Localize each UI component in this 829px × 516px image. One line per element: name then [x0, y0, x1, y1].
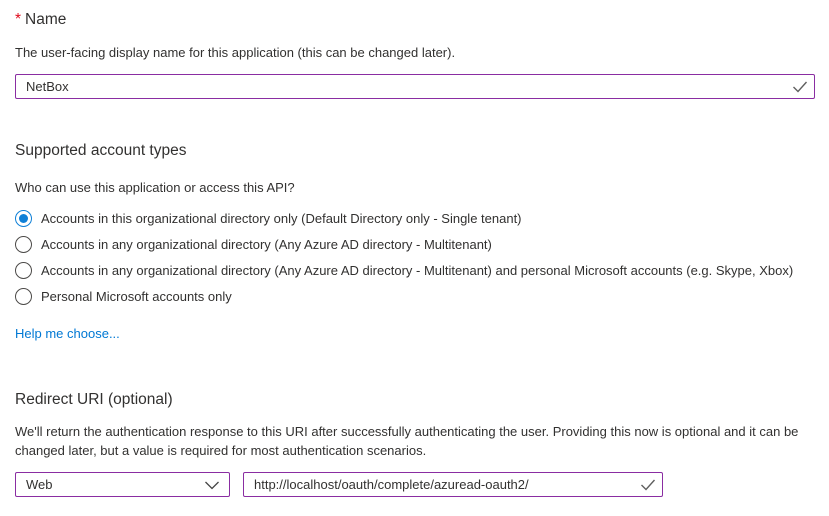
checkmark-icon [640, 478, 656, 491]
radio-unselected-icon[interactable] [15, 288, 32, 305]
radio-option-label: Accounts in any organizational directory (Any Azure AD directory - Multitenant) [41, 236, 492, 252]
chevron-down-icon [204, 480, 220, 489]
redirect-uri-input-wrap [243, 472, 663, 497]
name-input-wrap [15, 74, 815, 99]
required-asterisk: * [15, 11, 22, 28]
radio-option-multitenant-personal[interactable] [15, 257, 815, 283]
radio-selected-icon[interactable] [15, 210, 32, 227]
name-description: The user-facing display name for this application (this can be changed later). [15, 45, 456, 60]
account-types-radio-group [15, 205, 815, 309]
radio-option-multitenant[interactable] [15, 231, 815, 257]
account-types-question: Who can use this application or access this API? [15, 180, 295, 195]
name-section-heading [15, 10, 815, 30]
radio-option-label: Accounts in this organizational directory only (Default Directory only - Single tenant) [41, 210, 522, 226]
radio-option-label: Accounts in any organizational directory (Any Azure AD directory - Multitenant) and personal Microsoft accounts (e.g. Skype, Xbox) [41, 262, 794, 278]
redirect-uri-description: We'll return the authentication response to this URI after successfully authenticating the user. Providing this now is optional and it can be changed later, but a value is required for most authentication scenarios. [15, 424, 799, 458]
radio-option-label: Personal Microsoft accounts only [41, 288, 232, 304]
help-me-choose-link[interactable]: Help me choose... [15, 326, 120, 341]
account-types-heading: Supported account types [15, 142, 187, 159]
radio-option-single-tenant[interactable] [15, 205, 815, 231]
name-input[interactable] [15, 74, 815, 99]
radio-option-personal-only[interactable] [15, 283, 815, 309]
platform-select[interactable] [15, 472, 230, 497]
checkmark-icon [792, 80, 808, 93]
radio-unselected-icon[interactable] [15, 262, 32, 279]
radio-unselected-icon[interactable] [15, 236, 32, 253]
platform-select-value: Web [26, 477, 53, 492]
redirect-uri-heading: Redirect URI (optional) [15, 391, 173, 408]
name-heading-label: Name [25, 11, 67, 28]
redirect-uri-input[interactable] [243, 472, 663, 497]
redirect-uri-row [15, 472, 815, 497]
